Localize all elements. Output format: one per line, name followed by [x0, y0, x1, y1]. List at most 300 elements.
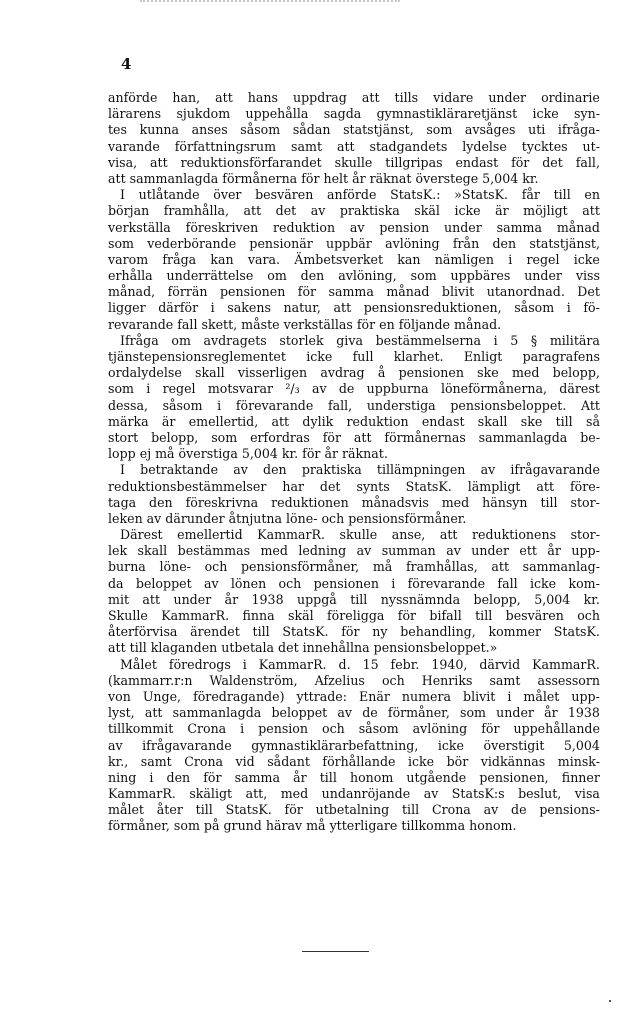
word: Crona	[187, 721, 227, 737]
word: full	[352, 349, 374, 364]
word: lönen	[230, 575, 267, 591]
word: såsom	[162, 397, 203, 413]
word: därför	[158, 300, 199, 316]
text-line	[108, 220, 600, 236]
word: ske	[477, 365, 499, 381]
word: uppehålla	[245, 106, 309, 122]
word: i	[146, 381, 151, 397]
text-line	[108, 640, 600, 656]
word: Ämbetsverket	[294, 251, 384, 267]
word: burna	[108, 559, 146, 575]
word: tjänstepensionsreglementet	[108, 349, 286, 364]
word: till	[475, 608, 493, 623]
word: från	[452, 235, 480, 251]
word: fall,	[327, 397, 353, 413]
word: Ifråga	[120, 332, 159, 348]
word: icke	[532, 106, 559, 122]
word: åter	[156, 802, 183, 818]
word: sjukdom	[176, 106, 231, 122]
word: till	[553, 187, 571, 203]
word: behandling,	[400, 624, 476, 640]
word: pension	[258, 721, 308, 737]
word: nämligen	[434, 251, 494, 267]
word: av	[337, 705, 353, 721]
word: att	[215, 90, 233, 105]
word: 5,004	[534, 591, 571, 607]
word: 1940,	[431, 656, 468, 672]
text-line-content: revarande fall skett, måste verkställas för en följande månad.	[108, 316, 502, 332]
text-line	[108, 818, 600, 834]
word: finner	[561, 769, 600, 785]
word: av	[480, 462, 496, 478]
word: av	[446, 543, 461, 559]
word: pensionen,	[479, 769, 549, 785]
word: anses	[191, 122, 228, 138]
word: StatsK:s	[451, 786, 505, 802]
word: förevarande	[407, 575, 486, 591]
word: bifall	[429, 608, 462, 623]
word: föreskriven	[185, 219, 259, 235]
word: den	[263, 462, 287, 478]
word: hänsyn	[482, 494, 528, 510]
text-line	[108, 754, 600, 770]
text-line	[108, 203, 600, 219]
word: ifrågavarande	[510, 462, 600, 478]
word: bestämmas	[177, 543, 251, 559]
word: med	[280, 786, 309, 802]
text-line	[108, 155, 600, 171]
word: tillämpningen	[376, 462, 466, 478]
word: natur,	[283, 300, 321, 316]
word: i	[217, 397, 222, 413]
word: StatsK.	[225, 802, 272, 818]
word: han,	[172, 90, 201, 105]
text-line	[108, 462, 600, 478]
word: möjligt	[523, 203, 568, 219]
word: utlåtande	[138, 187, 200, 203]
word: med	[441, 494, 470, 510]
word: bör	[446, 753, 469, 769]
word: uppehållande	[513, 721, 600, 737]
word: 5,004	[563, 737, 600, 753]
word: statstjänst,	[529, 235, 600, 251]
word: i	[149, 769, 154, 785]
text-line	[108, 430, 600, 446]
word: pensionen	[313, 575, 379, 591]
word: verkställa	[108, 219, 171, 235]
word: avlöning	[385, 235, 440, 251]
word: regel	[162, 381, 196, 397]
word: och	[577, 608, 600, 623]
word: för	[284, 802, 303, 818]
word: föreligga	[327, 608, 385, 623]
word: må	[372, 559, 393, 575]
text-line	[108, 268, 600, 284]
text-line	[108, 608, 600, 624]
word: Unge,	[142, 688, 182, 704]
word: emellertid,	[188, 413, 259, 429]
text-line-content: att sammanlagda förmånerna för helt år räknat överstege 5,004 kr.	[108, 170, 539, 186]
word: förhållande	[322, 753, 396, 769]
word: finna	[242, 608, 275, 623]
word: pension	[379, 219, 430, 235]
word: av	[233, 462, 248, 478]
word: kr.,	[108, 753, 129, 769]
word: visa,	[108, 154, 138, 170]
word: syn-	[574, 106, 600, 122]
word: de	[511, 802, 527, 818]
word: ske	[520, 413, 543, 429]
word: assessorn	[537, 672, 600, 688]
word: fråga	[162, 251, 197, 267]
word: kan	[210, 251, 234, 267]
word: den	[166, 769, 191, 785]
word: Enär	[359, 688, 390, 704]
word: hans	[247, 90, 278, 105]
word: kan	[397, 251, 421, 267]
word: skall	[477, 413, 508, 429]
text-line	[108, 495, 600, 511]
word: skäl	[287, 608, 314, 623]
word: StatsK.	[553, 624, 600, 640]
word: det	[542, 154, 563, 170]
text-line	[108, 479, 600, 495]
word: under	[173, 591, 212, 607]
word: icke	[573, 251, 600, 267]
text-line	[108, 414, 600, 430]
word: att	[144, 705, 163, 721]
word: förmånernas	[384, 429, 466, 445]
text-line	[108, 511, 600, 527]
word: uppbär	[326, 235, 372, 251]
word: såsom	[514, 300, 555, 316]
word: de	[338, 381, 355, 397]
word: vid	[235, 753, 255, 769]
text-line	[108, 365, 600, 381]
word: 5	[510, 332, 519, 348]
word: pensionsreduktionen,	[363, 300, 502, 316]
word: sammanlagda	[172, 705, 262, 721]
word: mit	[108, 591, 130, 607]
text-line	[108, 381, 600, 397]
word: skall	[195, 365, 225, 381]
word: fall	[497, 575, 518, 591]
word: skäl	[414, 203, 440, 219]
word: reduktion	[346, 413, 409, 429]
word: såsom	[240, 122, 281, 138]
word: lydelse	[462, 138, 507, 154]
word: samt	[291, 138, 323, 154]
section-separator	[302, 951, 369, 952]
word: »StatsK.	[454, 187, 508, 203]
word: så	[585, 413, 600, 429]
word: vederbörande	[147, 235, 237, 251]
word: är	[495, 203, 509, 219]
text-line	[108, 122, 600, 138]
word: Waldenström,	[209, 672, 298, 688]
word: samma	[234, 769, 280, 785]
word: får	[521, 187, 540, 203]
word: år	[224, 591, 239, 607]
word: lek	[108, 543, 128, 559]
word: framhållas,	[405, 559, 478, 575]
word: fall,	[575, 154, 600, 170]
word: Skulle	[108, 608, 148, 623]
word: det	[319, 478, 341, 494]
text-line	[108, 106, 600, 122]
word: pensionsbeloppet.	[450, 397, 567, 413]
word: visserligen	[237, 365, 308, 381]
word: den	[300, 268, 325, 284]
word: målet	[108, 802, 144, 818]
word: såsom	[358, 721, 399, 737]
word: Crona	[184, 753, 224, 769]
word: avlöning	[412, 721, 468, 737]
word: 15	[362, 656, 379, 672]
word: kr.	[583, 591, 600, 607]
word: regel	[526, 251, 560, 267]
word: till	[402, 802, 420, 818]
word: i	[242, 656, 247, 672]
word: målet	[523, 688, 560, 704]
word: ifråga-	[557, 122, 600, 138]
word: uti	[528, 122, 546, 138]
word: å	[377, 365, 386, 381]
word: numera	[401, 688, 452, 704]
word: skulle	[334, 154, 373, 170]
word: bestämmelserna	[375, 332, 482, 348]
word: har	[282, 478, 304, 494]
word: kom-	[568, 575, 600, 591]
word: visa	[574, 786, 600, 802]
word: 1938	[251, 591, 284, 607]
word: kommer	[488, 624, 542, 640]
text-line	[108, 187, 600, 203]
word: summan	[381, 543, 436, 559]
word: KammarR.	[108, 786, 176, 802]
word: betraktande	[140, 462, 219, 478]
word: minsk-	[557, 753, 600, 769]
text-line	[108, 802, 600, 818]
word: månad	[556, 219, 600, 235]
word: sammanlag-	[522, 559, 600, 575]
word: pensions-	[539, 802, 600, 818]
word: som	[108, 235, 134, 251]
word: därest	[559, 381, 600, 397]
word: lärarens	[108, 106, 162, 122]
word: da	[108, 575, 124, 591]
word: i	[508, 251, 513, 267]
word: StatsK.	[282, 624, 329, 640]
word: av	[203, 575, 219, 591]
word: Därest	[120, 527, 163, 543]
word: stor-	[570, 494, 600, 510]
word: föreskrivna	[185, 494, 259, 510]
word: år	[547, 543, 561, 559]
word: ligger	[108, 300, 146, 316]
word: och	[278, 575, 302, 591]
word: samt	[140, 753, 172, 769]
word: i	[210, 300, 215, 316]
word: över	[213, 187, 242, 203]
word: taga	[108, 494, 137, 510]
word: Målet	[120, 656, 157, 672]
text-line	[108, 171, 600, 187]
word: och	[204, 559, 228, 575]
word: uppdrag	[292, 90, 347, 105]
word: vidare	[433, 90, 474, 105]
word: beslut,	[518, 786, 562, 802]
word: avdrag	[320, 365, 365, 381]
text-line	[108, 559, 600, 575]
word: pensionen	[219, 284, 286, 300]
word: samt	[489, 672, 521, 688]
word: i	[566, 300, 571, 316]
word: ett	[519, 543, 537, 559]
word: som	[211, 429, 238, 445]
text-line	[108, 543, 600, 559]
word: beloppet	[135, 575, 192, 591]
word: klarhet.	[393, 349, 444, 364]
word: kunna	[139, 122, 180, 138]
word: föredrogs	[168, 656, 231, 672]
word: under	[471, 543, 509, 559]
word: för	[297, 284, 317, 300]
word: dylik	[302, 413, 334, 429]
word: under	[488, 90, 527, 105]
word: av	[108, 737, 123, 753]
word: (kammarr.r:n	[108, 672, 193, 688]
word: pensionsförmåner,	[240, 559, 360, 575]
word: att	[582, 203, 600, 219]
word: ifrågavarande	[142, 737, 232, 753]
word: månad	[386, 284, 430, 300]
word: för	[481, 721, 500, 737]
word: framhålla,	[163, 203, 230, 219]
word: som	[410, 268, 437, 284]
word: militära	[549, 332, 600, 348]
word: StatsK.	[405, 478, 452, 494]
text-line	[108, 252, 600, 268]
word: till	[350, 591, 368, 607]
word: understiga	[366, 397, 436, 413]
word: reduktionsförfarandet	[180, 154, 322, 170]
word: stadgandets	[369, 138, 448, 154]
word: löneförmånerna,	[440, 381, 548, 397]
word: att	[142, 591, 161, 607]
text-line	[108, 398, 600, 414]
word: undanröjande	[321, 786, 411, 802]
word: Henriks	[421, 672, 473, 688]
word: avsåges	[464, 122, 516, 138]
word: beloppet	[271, 705, 328, 721]
word: att	[536, 478, 555, 494]
word: icke	[407, 753, 435, 769]
word: I	[120, 462, 125, 478]
word: att	[243, 203, 262, 219]
word: tycktes	[521, 138, 568, 154]
word: fö-	[583, 300, 600, 316]
word: skulle	[339, 527, 378, 543]
word: den	[492, 235, 517, 251]
word: febr.	[390, 656, 420, 672]
word: Afzelius	[314, 672, 365, 688]
word: skäligt	[189, 786, 233, 802]
word: underrättelse	[166, 268, 254, 284]
word: sammanlagda	[478, 429, 568, 445]
text-line	[108, 317, 600, 333]
word: och	[321, 721, 345, 737]
word: dessa,	[108, 397, 148, 413]
word: upp-	[571, 688, 600, 704]
word: Att	[581, 397, 600, 413]
word: tillkommit	[108, 721, 174, 737]
word: den	[149, 494, 173, 510]
word: av	[423, 786, 439, 802]
text-line-content: att till klaganden utbetala det innehållna pensionsbeloppet.»	[108, 640, 498, 656]
word: belopp,	[552, 365, 600, 381]
word: om	[171, 332, 191, 348]
word: von	[108, 688, 131, 704]
text-line	[108, 333, 600, 349]
word: I	[120, 187, 125, 203]
word: reduktionens	[471, 527, 557, 543]
text-line	[108, 236, 600, 252]
word: i	[507, 688, 512, 704]
text-line	[108, 90, 600, 106]
word: gymnastiklärarbefattning,	[251, 737, 419, 753]
word: samma	[328, 284, 374, 300]
word: och	[381, 672, 405, 688]
word: att	[439, 527, 458, 543]
word: blivit	[441, 284, 475, 300]
text-line	[108, 300, 600, 316]
word: reduktionen	[271, 494, 349, 510]
word: utanordnad.	[486, 284, 565, 300]
word: utgående	[406, 769, 467, 785]
word: besvären	[255, 187, 314, 203]
text-line	[108, 284, 600, 300]
word: därvid	[479, 656, 521, 672]
word: uppgå	[296, 591, 337, 607]
text-line	[108, 689, 600, 705]
text-line	[108, 624, 600, 640]
text-line	[108, 770, 600, 786]
word: lämpligt	[467, 478, 521, 494]
word: att	[336, 138, 355, 154]
body-text	[108, 90, 600, 835]
top-scan-artifact	[140, 0, 400, 6]
word: blivit	[463, 688, 496, 704]
word: sagda	[323, 106, 362, 122]
word: lyst,	[108, 705, 135, 721]
word: icke	[529, 575, 557, 591]
word: anförde	[327, 187, 377, 203]
word: år	[544, 705, 558, 721]
word: vara.	[247, 251, 281, 267]
word: nyssnämnda	[380, 591, 461, 607]
word: av	[311, 381, 327, 397]
word: ordalydelse	[108, 365, 182, 381]
word: före-	[569, 478, 600, 494]
word: skall	[137, 543, 168, 559]
word: för	[341, 624, 360, 640]
word: icke	[454, 203, 481, 219]
word: i	[391, 575, 396, 591]
word: KammarR.	[161, 608, 230, 623]
text-line	[108, 738, 600, 754]
word: besvären	[505, 608, 564, 623]
